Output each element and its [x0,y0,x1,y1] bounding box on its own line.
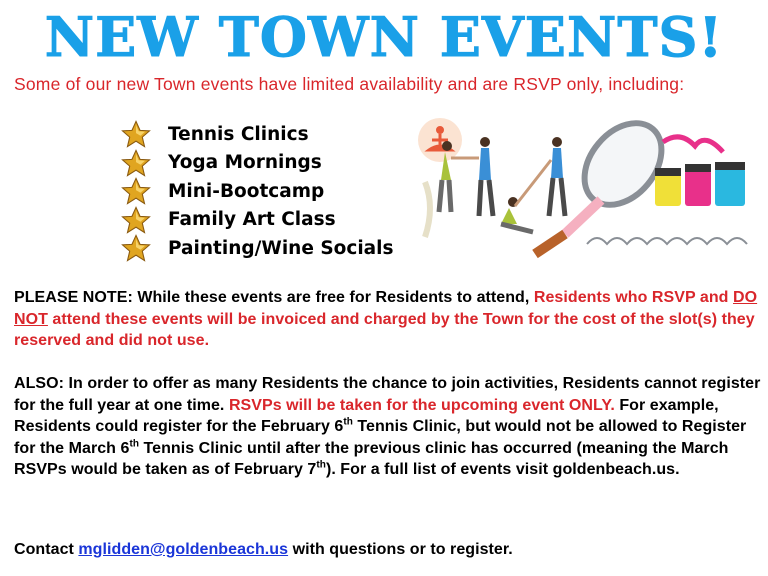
policy-text-3: Tennis Clinic until after the previous clinic has occurred (meaning the March RSVPs would be taken as of February 7 [14,439,729,478]
ordinal-suffix: th [316,459,326,471]
contact-line [14,539,764,561]
ordinal-suffix: th [343,416,353,428]
event-label: Tennis Clinics [168,123,309,145]
star-icon [118,206,154,234]
page-title: NEW TOWN EVENTS! [44,5,724,69]
event-label: Mini-Bootcamp [168,180,325,202]
yoga-meditation-icon [418,118,462,237]
ordinal-suffix: th [129,438,139,450]
event-label: Yoga Mornings [168,152,322,174]
notice-warning: Residents who RSVP and [533,289,733,306]
star-icon [118,149,154,177]
star-icon [118,234,154,262]
subtitle: Some of our new Town events have limited availability and are RSVP only, including: [14,74,685,94]
event-label: Family Art Class [168,209,336,231]
notice-emphasis: DO NOT [14,289,758,328]
activities-illustration [405,112,765,262]
contact-after: with questions or to register. [288,541,513,558]
policy-lead: ALSO: In order to offer as many Residents the chance to join activities, Residents cannot register for the full year at one time. [14,375,761,414]
policy-text-1: For example, Residents could register for the February 6 [14,396,719,435]
rsvp-policy-paragraph [14,373,764,481]
star-icon [118,120,154,148]
notice-lead: PLEASE NOTE: While these events are free for Residents to attend, [14,289,534,306]
policy-warning: RSVPs will be taken for the upcoming event ONLY. [228,396,615,414]
event-list [118,120,394,263]
policy-text-4: ). For a full list of events visit goldenbeach.us. [325,461,680,478]
policy-text-2: Tennis Clinic, but would not be allowed to Register for the March 6 [14,418,747,457]
star-icon [118,177,154,205]
email-link[interactable]: mglidden@goldenbeach.us [78,541,289,558]
list-item [118,120,394,149]
list-item [118,206,394,235]
notice-warning-rest: attend these events will be invoiced and charged by the Town for the cost of the slot(s) they reserved and did not use. [14,310,755,349]
list-item [118,149,394,178]
notice-paragraph [14,287,764,352]
contact-before: Contact [14,541,79,558]
list-item [118,177,394,206]
list-item [118,234,394,263]
event-label: Painting/Wine Socials [168,237,394,259]
